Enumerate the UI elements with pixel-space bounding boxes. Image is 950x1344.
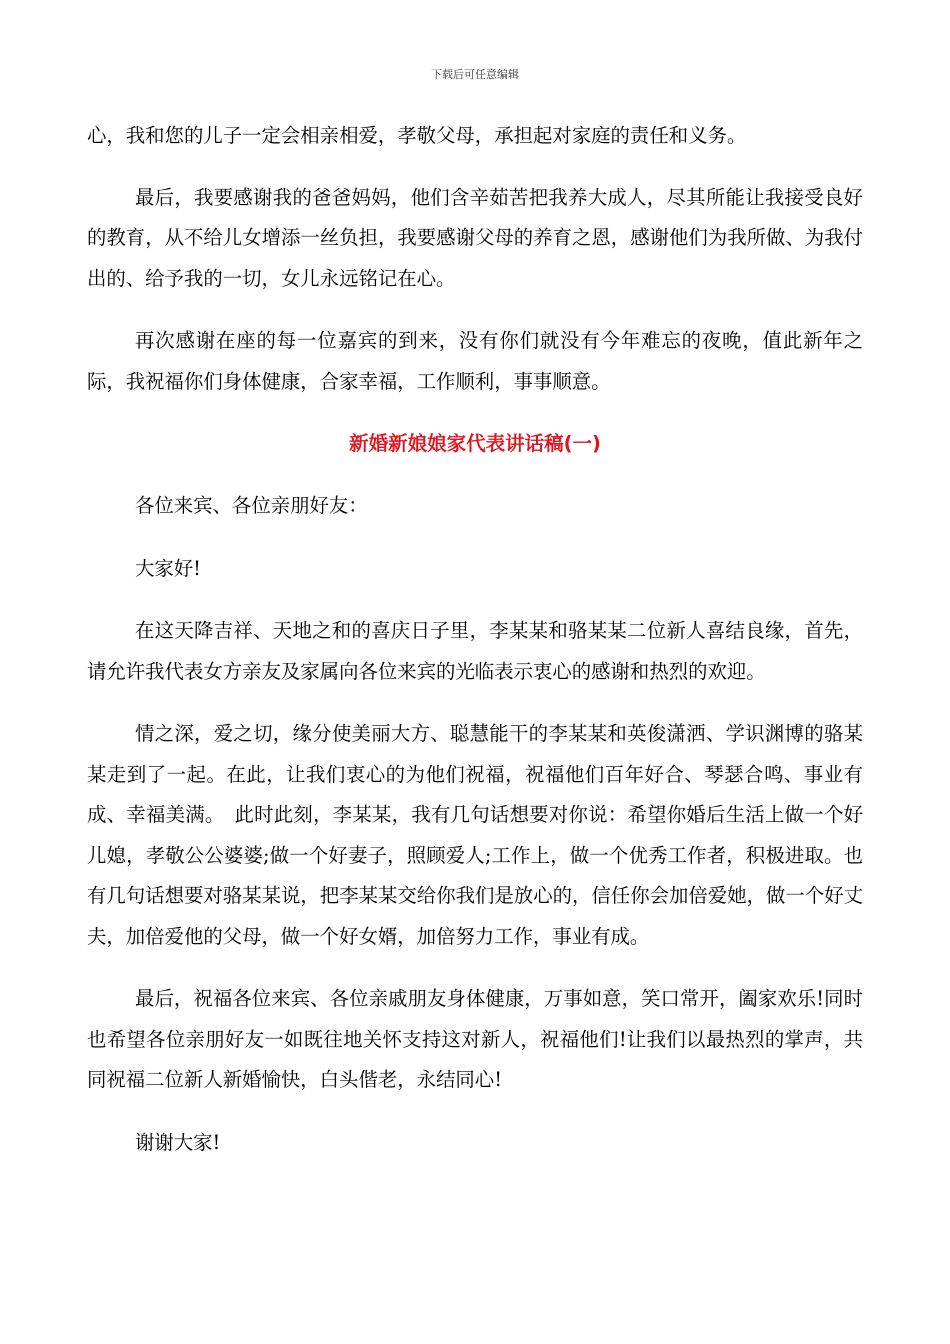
page-header: 下载后可任意编辑 bbox=[431, 68, 519, 81]
paragraph: 情之深，爱之切，缘分使美丽大方、聪慧能干的李某某和英俊潇洒、学识渊博的骆某某走到了一起。在此，让我们衷心的为他们祝福，祝福他们百年好合、琴瑟合鸣、事业有成、幸福美满。 此时此刻，李某某，我有几句话想要对你说：希望你婚后生活上做一个好儿媳，孝敬公公婆婆;做一个好妻子，照顾爱人;工作上，做一个优秀工作者，积极进取。也有几句话想要对骆某某说，把李某某交给你我们是放心的，信任你会加倍爱她，做一个好丈夫，加倍爱他的父母，做一个好女婿，加倍努力工作，事业有成。 bbox=[87, 722, 863, 948]
salutation: 各位来宾、各位亲朋好友： bbox=[135, 494, 368, 517]
paragraph: 最后，我要感谢我的爸爸妈妈，他们含辛茹苦把我养大成人，尽其所能让我接受良好的教育，从不给儿女增添一丝负担，我要感谢父母的养育之恩，感谢他们为我所做、为我付出的、给予我的一切，女儿永远铭记在心。 bbox=[87, 185, 863, 290]
document-body bbox=[87, 116, 863, 1185]
paragraph: 再次感谢在座的每一位嘉宾的到来，没有你们就没有今年难忘的夜晚，值此新年之际，我祝福你们身体健康，合家幸福，工作顺利，事事顺意。 bbox=[87, 329, 863, 393]
paragraph: 心，我和您的儿子一定会相亲相爱，孝敬父母，承担起对家庭的责任和义务。 bbox=[87, 124, 747, 147]
paragraph: 最后，祝福各位来宾、各位亲戚朋友身体健康，万事如意，笑口常开，阖家欢乐!同时也希望各位亲朋好友一如既往地关怀支持这对新人，祝福他们!让我们以最热烈的掌声，共同祝福二位新人新婚愉快，白头偕老，永结同心! bbox=[87, 987, 863, 1091]
closing: 谢谢大家! bbox=[135, 1130, 221, 1154]
section-heading: 新婚新娘娘家代表讲话稿(一) bbox=[349, 432, 601, 455]
paragraph: 在这天降吉祥、天地之和的喜庆日子里，李某某和骆某某二位新人喜结良缘，首先，请允许我代表女方亲友及家属向各位来宾的光临表示衷心的感谢和热烈的欢迎。 bbox=[87, 619, 863, 683]
greeting: 大家好! bbox=[135, 556, 201, 580]
